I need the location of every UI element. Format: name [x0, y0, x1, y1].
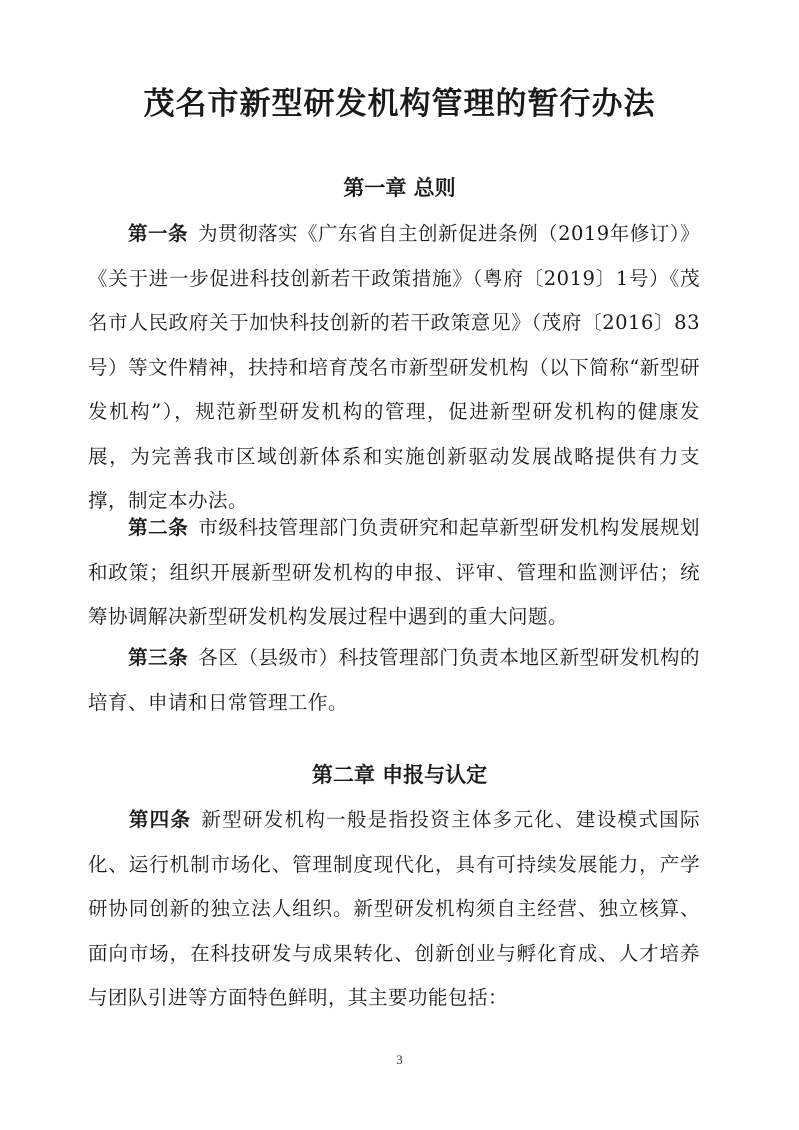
article-1 — [88, 212, 700, 524]
chapter-heading-2: 第二章 申报与认定 — [311, 763, 488, 787]
article-3 — [88, 636, 700, 725]
document-title: 茂名市新型研发机构管理的暂行办法 — [143, 86, 656, 122]
article-1-text: 为贯彻落实《广东省自主创新促进条例（2019年修订）》《关于进一步促进科技创新若干政策措施》（粤府〔2019〕1号）《茂名市人民政府关于加快科技创新的若干政策意见》（茂府〔2016〕83号）等文件精神，扶持和培育茂名市新型研发机构（以下简称“新型研发机构”），规范新型研发机构的管理，促进新型研发机构的健康发展，为完善我市区域创新体系和实施创新驱动发展战略提供有力支撑，制定本办法。 — [88, 222, 700, 512]
article-4-label: 第四条 — [128, 808, 192, 831]
article-2 — [88, 506, 700, 640]
article-4-text: 新型研发机构一般是指投资主体多元化、建设模式国际化、运行机制市场化、管理制度现代化，具有可持续发展能力，产学研协同创新的独立法人组织。新型研发机构须自主经营、独立核算、面向市场，在科技研发与成果转化、创新创业与孵化育成、人才培养与团队引进等方面特色鲜明，其主要功能包括： — [88, 808, 700, 1009]
article-4 — [88, 798, 700, 1021]
article-3-label: 第三条 — [128, 646, 189, 669]
chapter-heading-1: 第一章 总则 — [343, 176, 456, 200]
article-2-label: 第二条 — [128, 516, 189, 539]
article-3-text: 各区（县级市）科技管理部门负责本地区新型研发机构的培育、申请和日常管理工作。 — [88, 646, 700, 714]
article-1-label: 第一条 — [128, 222, 189, 245]
article-2-text: 市级科技管理部门负责研究和起草新型研发机构发展规划和政策；组织开展新型研发机构的申报、评审、管理和监测评估；统筹协调解决新型研发机构发展过程中遇到的重大问题。 — [88, 516, 700, 628]
page-number: 3 — [396, 1052, 403, 1067]
